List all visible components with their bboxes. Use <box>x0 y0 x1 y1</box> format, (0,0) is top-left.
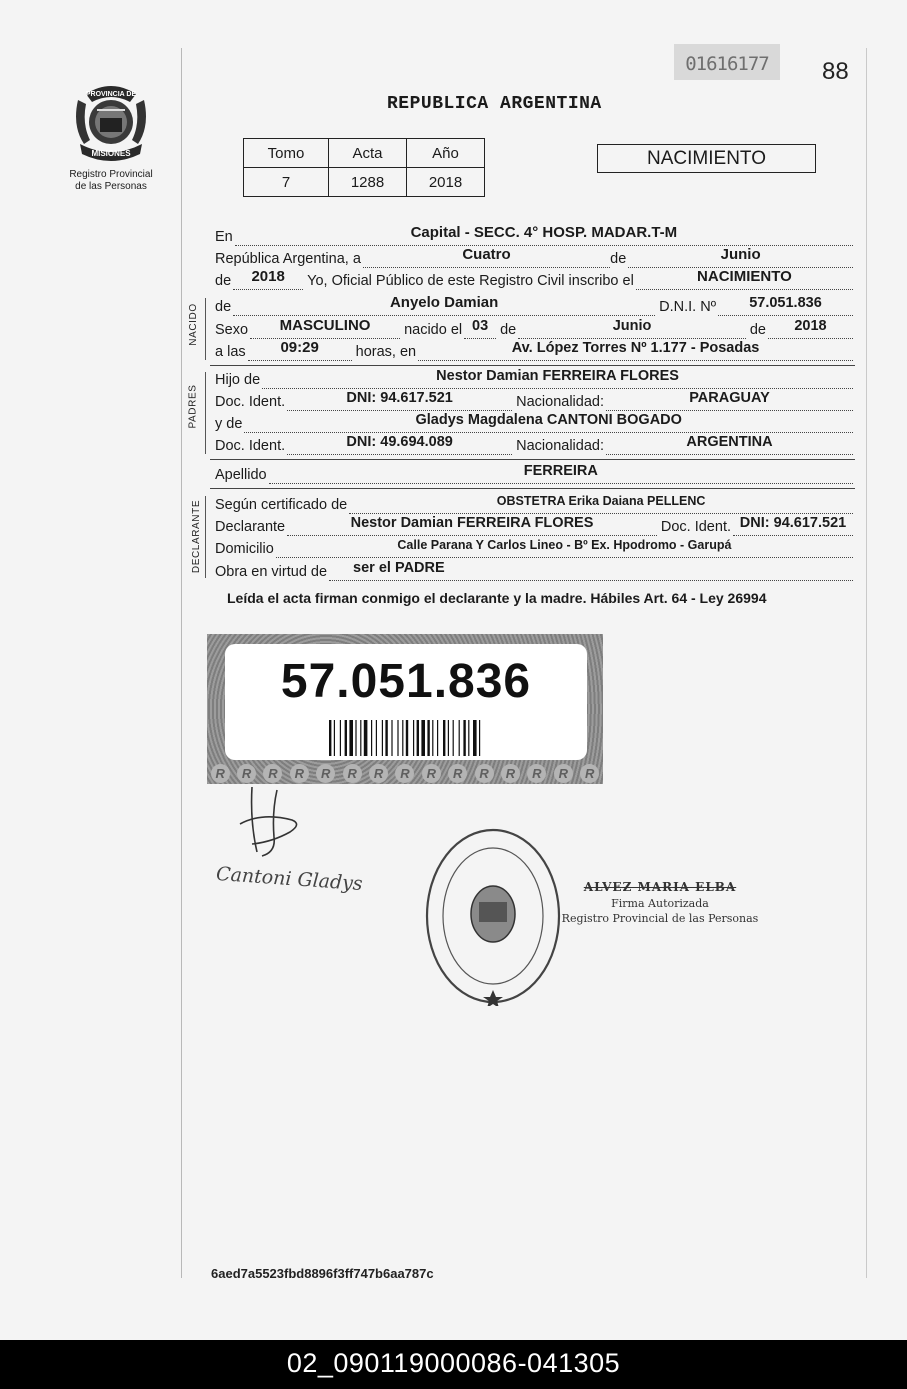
serial-number-stamp: 01616177 <box>674 44 780 80</box>
emblem-caption-line2: de las Personas <box>75 181 147 192</box>
label-domicilio: Domicilio <box>215 541 274 557</box>
security-r-mark: R <box>343 764 362 783</box>
dni-sticker-number: 57.051.836 <box>280 655 532 708</box>
row-hijo-de <box>215 369 853 389</box>
label-horas-en: horas, en <box>355 344 417 360</box>
label-apellido: Apellido <box>215 467 267 483</box>
value-anio: 2018 <box>407 168 485 197</box>
security-r-mark: R <box>580 764 599 783</box>
label-dni: D.N.I. Nº <box>659 299 716 315</box>
official-name: ALVEZ MARIA ELBA <box>583 880 737 894</box>
barcode-bar <box>406 720 408 756</box>
value-mother-doc: DNI: 49.694.089 <box>287 438 512 455</box>
section-nacido-label: NACIDO <box>187 303 199 346</box>
padres-separator <box>205 372 206 454</box>
barcode-bar <box>448 720 449 756</box>
record-table-value-row <box>244 168 485 197</box>
left-margin-line <box>181 48 182 1278</box>
record-table-header-row <box>244 139 485 168</box>
barcode-bar <box>427 720 429 756</box>
closing-statement: Leída el acta firman conmigo el declarante y la madre. Hábiles Art. 64 - Ley 26994 <box>227 590 767 606</box>
value-year: 2018 <box>233 273 303 290</box>
header-tomo: Tomo <box>244 139 329 168</box>
barcode-bar <box>459 720 460 756</box>
row-mother-doc <box>215 435 853 455</box>
barcode-bar <box>340 720 341 756</box>
barcode-bar <box>391 720 392 756</box>
value-hour: 09:29 <box>248 344 352 361</box>
label-father-nac: Nacionalidad: <box>516 394 604 410</box>
official-registry: Registro Provincial de las Personas <box>561 912 759 925</box>
label-declarante-doc: Doc. Ident. <box>660 519 731 535</box>
barcode-bar <box>385 720 387 756</box>
barcode-bar <box>432 720 433 756</box>
row-obra <box>215 561 853 581</box>
barcode-bar <box>417 720 419 756</box>
row-father-doc <box>215 391 853 411</box>
dni-sticker <box>207 634 603 784</box>
label-en: En <box>215 229 233 245</box>
page-number: 88 <box>822 58 849 85</box>
value-en: Capital - SECC. 4° HOSP. MADAR.T-M <box>235 229 853 246</box>
value-apellido: FERREIRA <box>269 467 853 484</box>
dni-sticker-label <box>225 644 587 760</box>
value-birth-month: Junio <box>518 322 746 339</box>
security-r-mark: R <box>290 764 309 783</box>
security-r-mark: R <box>501 764 520 783</box>
value-certificado: OBSTETRA Erika Daiana PELLENC <box>349 497 853 514</box>
emblem-caption-line1: Registro Provincial <box>69 169 153 180</box>
barcode-bar <box>402 720 403 756</box>
barcode-bar <box>413 720 414 756</box>
label-hijo-de: Hijo de <box>215 372 261 388</box>
value-inscribe: NACIMIENTO <box>636 273 853 290</box>
handwritten-signature-icon <box>232 782 312 862</box>
security-strip <box>207 762 603 784</box>
barcode-bar <box>349 720 353 756</box>
barcode-bar <box>443 720 445 756</box>
value-acta: 1288 <box>329 168 407 197</box>
document-code-bar: 02_090119000086-041305 <box>0 1340 907 1389</box>
security-r-mark: R <box>422 764 441 783</box>
document-title: REPUBLICA ARGENTINA <box>387 94 602 114</box>
barcode-bar <box>437 720 438 756</box>
label-declarante: Declarante <box>215 519 286 535</box>
barcode-bar <box>360 720 361 756</box>
barcode-bar <box>376 720 377 756</box>
divider-apellido <box>210 488 855 489</box>
label-mother-doc: Doc. Ident. <box>215 438 286 454</box>
label-y-de: y de <box>215 416 243 432</box>
security-r-mark: R <box>237 764 256 783</box>
header-anio: Año <box>407 139 485 168</box>
emblem-banner-top: PROVINCIA DE <box>85 91 137 98</box>
value-place: Av. López Torres Nº 1.177 - Posadas <box>418 344 853 361</box>
divider-padres <box>210 459 855 460</box>
label-de: de <box>610 251 627 267</box>
official-role: Firma Autorizada <box>611 897 709 910</box>
label-father-doc: Doc. Ident. <box>215 394 286 410</box>
barcode-bar <box>345 720 347 756</box>
value-declarante: Nestor Damian FERREIRA FLORES <box>287 519 657 536</box>
security-r-mark: R <box>448 764 467 783</box>
value-father-nac: PARAGUAY <box>606 394 853 411</box>
province-emblem <box>66 80 156 193</box>
value-birth-day: 03 <box>464 322 496 339</box>
security-r-mark: R <box>554 764 573 783</box>
barcode-bar <box>355 720 356 756</box>
security-r-mark: R <box>369 764 388 783</box>
security-r-mark: R <box>211 764 230 783</box>
barcode-bar <box>334 720 335 756</box>
value-father-doc: DNI: 94.617.521 <box>287 394 512 411</box>
barcode-icon <box>329 720 549 756</box>
security-r-mark: R <box>316 764 335 783</box>
label-obra: Obra en virtud de <box>215 564 328 580</box>
value-mother: Gladys Magdalena CANTONI BOGADO <box>244 416 853 433</box>
value-sexo: MASCULINO <box>250 322 400 339</box>
barcode-bar <box>468 720 469 756</box>
label-alas: a las <box>215 344 246 360</box>
label-certificado: Según certificado de <box>215 497 348 513</box>
barcode-bar <box>479 720 480 756</box>
divider-nacido <box>210 365 855 366</box>
value-day: Cuatro <box>363 251 610 268</box>
row-republica <box>215 248 853 268</box>
barcode-bar <box>397 720 398 756</box>
row-y-de <box>215 413 853 433</box>
label-republica: República Argentina, a <box>215 251 361 267</box>
record-reference-table <box>243 138 485 197</box>
barcode-bar <box>329 720 331 756</box>
handwritten-name: Cantoni Gladys <box>215 862 364 896</box>
value-dni: 57.051.836 <box>718 299 853 316</box>
label-yo: Yo, Oficial Público de este Registro Civil inscribo el <box>307 273 634 289</box>
label-nacido-el: nacido el <box>404 322 463 338</box>
barcode-bar <box>371 720 372 756</box>
row-domicilio <box>215 538 853 558</box>
section-padres-label: PADRES <box>187 384 199 429</box>
row-nacido-name <box>215 296 853 316</box>
value-tomo: 7 <box>244 168 329 197</box>
row-hora <box>215 341 853 361</box>
label-de-month: de <box>500 322 517 338</box>
value-month: Junio <box>628 251 853 268</box>
barcode-bar <box>463 720 465 756</box>
header-acta: Acta <box>329 139 407 168</box>
label-de-year: de <box>215 273 232 289</box>
label-nacido-de: de <box>215 299 232 315</box>
row-apellido <box>215 464 853 484</box>
barcode-bar <box>453 720 454 756</box>
value-declarante-doc: DNI: 94.617.521 <box>733 519 853 536</box>
official-seal-icon <box>423 826 563 1006</box>
value-birth-year: 2018 <box>768 322 853 339</box>
value-father: Nestor Damian FERREIRA FLORES <box>262 372 853 389</box>
label-mother-nac: Nacionalidad: <box>516 438 604 454</box>
document-hash: 6aed7a5523fbd8896f3ff747b6aa787c <box>211 1266 434 1281</box>
barcode-bar <box>421 720 425 756</box>
barcode-bar <box>473 720 477 756</box>
security-r-mark: R <box>475 764 494 783</box>
barcode-bar <box>382 720 383 756</box>
label-de-year2: de <box>749 322 766 338</box>
row-declarante <box>215 516 853 536</box>
nacido-separator <box>205 298 206 360</box>
declarante-separator <box>205 496 206 578</box>
record-type-box: NACIMIENTO <box>597 144 816 173</box>
value-mother-nac: ARGENTINA <box>606 438 853 455</box>
barcode-bar <box>364 720 368 756</box>
authorized-signature-block <box>560 880 760 925</box>
emblem-banner-bottom: MISIONES <box>91 149 131 158</box>
right-margin-line <box>866 48 867 1278</box>
label-sexo: Sexo <box>215 322 249 338</box>
row-year-inscribe <box>215 270 853 290</box>
value-nacido-name: Anyelo Damian <box>233 299 655 316</box>
security-r-mark: R <box>527 764 546 783</box>
misiones-coat-of-arms-icon <box>70 80 152 166</box>
row-en <box>215 226 853 246</box>
value-domicilio: Calle Parana Y Carlos Lineo - Bº Ex. Hpodromo - Garupá <box>276 541 853 558</box>
row-sexo <box>215 319 853 339</box>
security-r-mark: R <box>263 764 282 783</box>
security-r-mark: R <box>395 764 414 783</box>
value-obra: ser el PADRE <box>329 564 853 581</box>
section-declarante-label: DECLARANTE <box>191 499 203 574</box>
row-certificado <box>215 494 853 514</box>
